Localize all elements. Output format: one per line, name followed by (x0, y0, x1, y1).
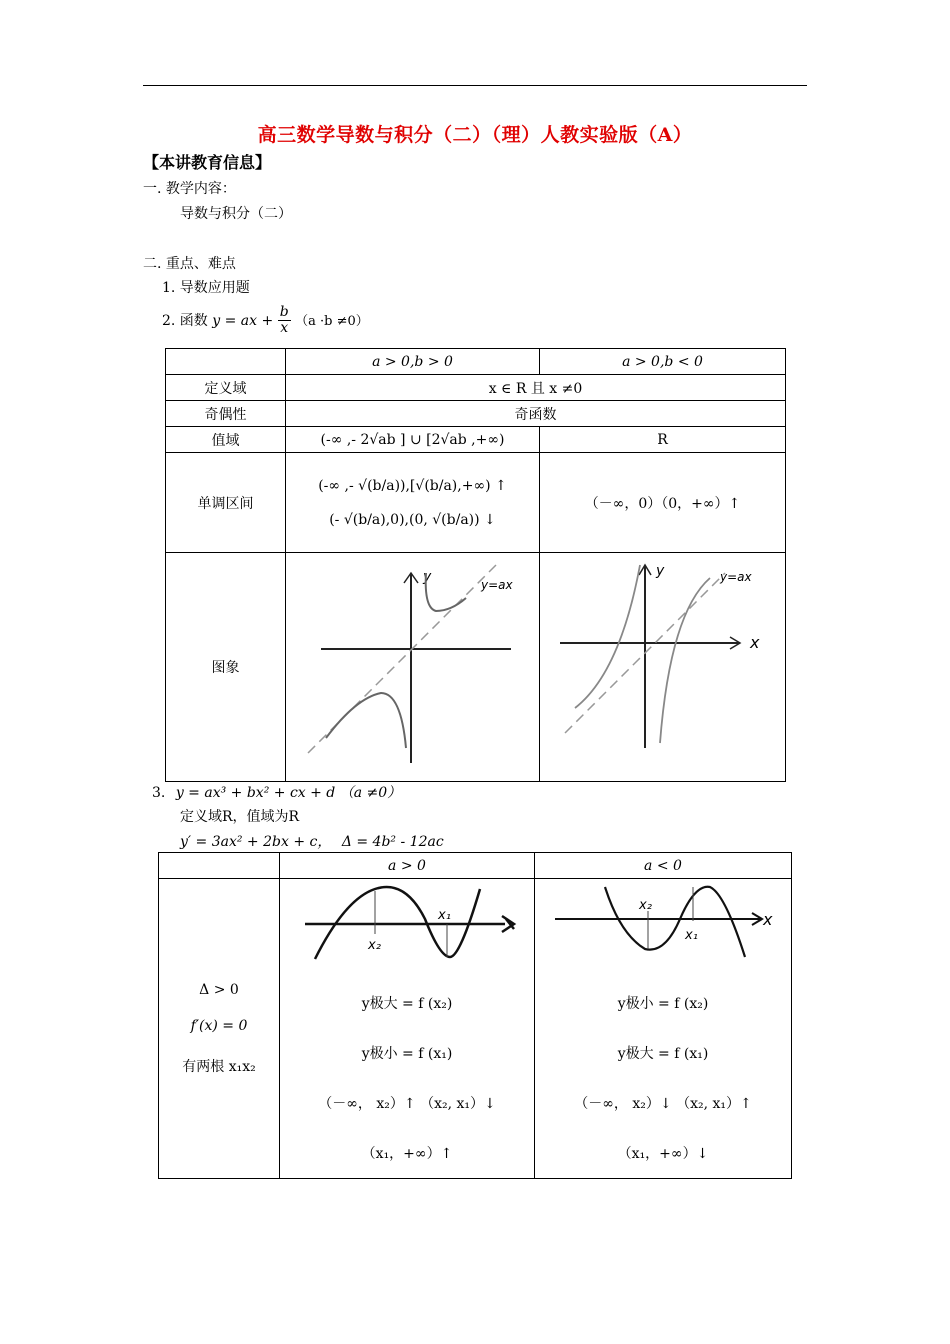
frac-den: x (280, 320, 289, 337)
frac-num: b (279, 304, 289, 320)
item2 (162, 305, 369, 337)
g2-branch-left (575, 565, 640, 708)
t2-cond-roots: 有两根 x₁x₂ (182, 1058, 256, 1075)
t1-mono-col1 (286, 453, 540, 553)
cubic-graph-positive (280, 879, 534, 969)
item3-derivative-line (180, 831, 444, 851)
c1-x1-label: x₁ (438, 908, 451, 923)
item3-formula: y = ax³ + bx² + cx + d （a ≠0） (175, 785, 402, 801)
t2-cond-deriv: f′(x) = 0 (190, 1017, 248, 1034)
t1-graph2-cell (540, 553, 786, 782)
t2-col2-cell (535, 879, 792, 1179)
t2-col1-max: y极大 = f (x₂) (361, 996, 453, 1012)
t1-graph-label: 图象 (166, 553, 286, 782)
t2-col2-max: y极大 = f (x₁) (617, 1046, 709, 1062)
table-cubic (158, 852, 792, 1179)
c2-x1-label: x₁ (685, 928, 698, 943)
g1-y-label: y (423, 569, 432, 585)
hyperbola-graph-positive (286, 553, 539, 777)
item2-formula: y = ax + (212, 312, 274, 329)
t1-range-label: 值域 (166, 427, 286, 453)
t2-cond-delta: Δ > 0 (199, 981, 239, 998)
c2-curve (605, 887, 745, 957)
hyperbola-graph-negative (540, 553, 785, 777)
sec1-content: 导数与积分（二） (180, 206, 292, 222)
item2-prefix: 2. 函数 (162, 312, 208, 329)
t2-col1-mono1: （－∞， x₂）↑ （x₂, x₁）↓ (318, 1096, 496, 1112)
t1-range-col1: (-∞ ,- 2√ab ] ∪ [2√ab ,+∞) (286, 427, 540, 453)
t1-mono-line1: (-∞ ,- √(b/a)),[√(b/a),+∞) ↑ (318, 477, 507, 494)
g2-branch-right (660, 578, 710, 743)
item3-delta: Δ = 4b² - 12ac (341, 834, 444, 850)
cubic-graph-negative (535, 879, 791, 969)
t2-col2-mono1: （－∞， x₂）↓ （x₂, x₁）↑ (574, 1096, 752, 1112)
c2-x2-label: x₂ (639, 898, 652, 913)
item3-domain: 定义域R，值域为R (180, 809, 300, 825)
g1-branch-lower (326, 693, 406, 748)
t1-mono-label: 单调区间 (166, 453, 286, 553)
t2-corner (159, 853, 280, 879)
t2-col2-min: y极小 = f (x₂) (617, 996, 709, 1012)
item3-prefix: 3. (152, 785, 166, 801)
item2-fraction (278, 305, 291, 337)
t1-header-col2: a > 0,b < 0 (540, 349, 786, 375)
doc-title: 高三数学导数与积分（二）（理）人教实验版（A） (257, 124, 693, 146)
item1: 1. 导数应用题 (162, 280, 250, 296)
table-hyperbola (165, 348, 786, 782)
t1-range-col2: R (540, 427, 786, 453)
t1-domain-value: x ∈ R 且 x ≠0 (286, 375, 786, 401)
t2-col1-min: y极小 = f (x₁) (361, 1046, 453, 1062)
sec2-label: 二. 重点、难点 (143, 256, 236, 272)
t1-mono-col2: （－∞，0）（0，+∞）↑ (540, 453, 786, 553)
t2-header-col1: a > 0 (280, 853, 535, 879)
t2-col1-mono2: （x₁，+∞）↑ (361, 1146, 453, 1162)
t1-mono-line2: (- √(b/a),0),(0, √(b/a)) ↓ (329, 511, 496, 528)
t1-corner (166, 349, 286, 375)
t1-parity-label: 奇偶性 (166, 401, 286, 427)
g2-y-label: y (656, 563, 665, 579)
g1-line-label: y=ax (481, 578, 513, 592)
t1-domain-label: 定义域 (166, 375, 286, 401)
section-header: 【本讲教育信息】 (143, 153, 272, 172)
item2-cond: （a ·b ≠0） (295, 313, 369, 329)
t1-graph1-cell (286, 553, 540, 782)
t2-cond-cell (159, 879, 280, 1179)
header-rule (143, 85, 807, 86)
item3-formula-line (152, 782, 401, 802)
c2-x-label: x (763, 910, 773, 929)
item3-deriv: y′ = 3ax² + 2bx + c， (180, 834, 332, 850)
c1-x2-label: x₂ (368, 938, 381, 953)
t2-col2-mono2: （x₁，+∞）↓ (617, 1146, 709, 1162)
g2-line-label: y=ax (720, 570, 752, 584)
t2-col1-cell (280, 879, 535, 1179)
t1-header-col1: a > 0,b > 0 (286, 349, 540, 375)
sec1-label: 一. 教学内容： (143, 181, 236, 197)
t2-header-col2: a < 0 (535, 853, 792, 879)
t1-parity-value: 奇函数 (286, 401, 786, 427)
g2-x-label: x (750, 633, 760, 652)
g1-branch-upper (426, 573, 466, 611)
